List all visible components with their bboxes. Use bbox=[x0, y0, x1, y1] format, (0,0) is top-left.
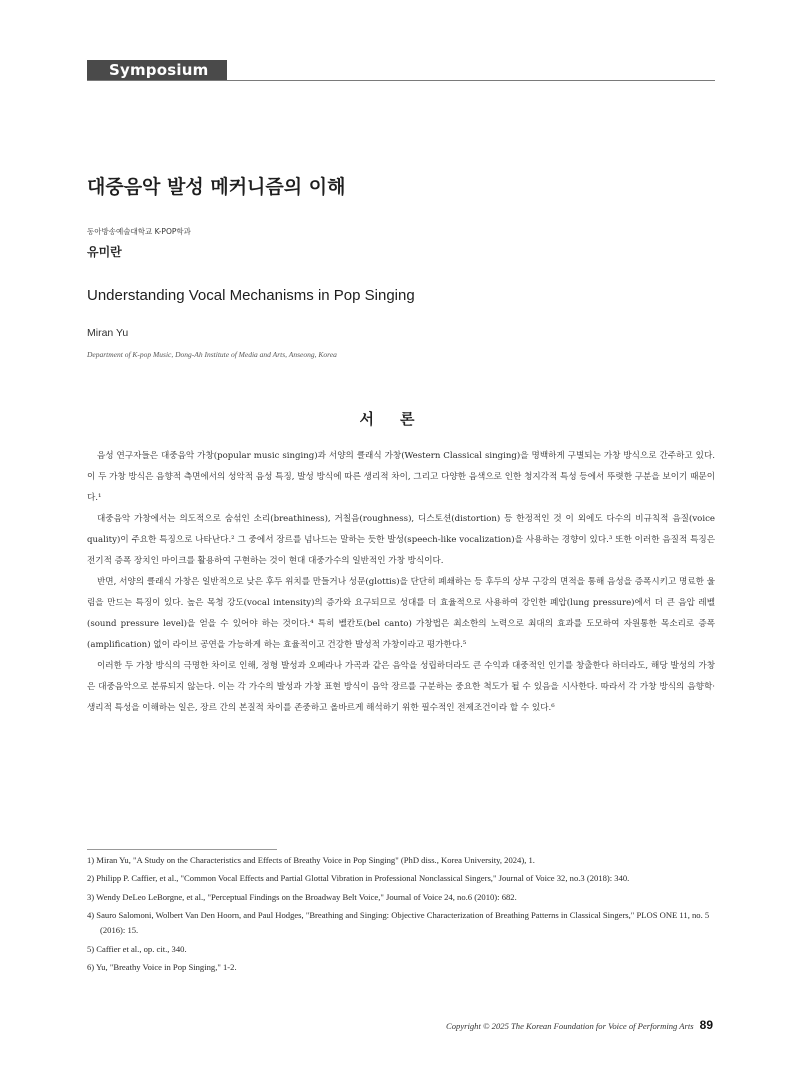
section-rule bbox=[87, 80, 715, 81]
footnote: 5) Caffier et al., op. cit., 340. bbox=[87, 944, 187, 954]
body-text bbox=[87, 446, 715, 719]
body-paragraph: 음성 연구자들은 대중음악 가창(popular music singing)과 서양의 클래식 가창(Western Classical singing)을 명백하게 구별되는 가창 방식으로 간주하고 있다. 이 두 가창 방식은 음향적 측면에서의 성악적 음성 특징, 발성 방식에 따른 생리적 차이, 그리고 다양한 음색으로 인한 청지각적 특성 등에서 뚜렷한 구분을 보이기 때문이다.¹ bbox=[87, 451, 715, 503]
footnote: 2) Philipp P. Caffier, et al., "Common Vocal Effects and Partial Glottal Vibration in Professional Nonclassical Singers," Journal of Voice 32, no.3 (2018): 340. bbox=[87, 873, 630, 883]
page-number: 89 bbox=[699, 1018, 713, 1032]
footnotes bbox=[87, 853, 715, 978]
section-label: Symposium bbox=[109, 61, 209, 79]
footnote: 4) Sauro Salomoni, Wolbert Van Den Hoorn, and Paul Hodges, "Breathing and Singing: Objective Characterization of Breathing Patterns in Classical Singers," PLOS ONE 11, no. 5 (2016): 15. bbox=[87, 910, 710, 935]
body-paragraph: 이러한 두 가창 방식의 극명한 차이로 인해, 정형 발성과 오페라나 가곡과 같은 음악을 성립하더라도 큰 수익과 대중적인 인기를 창출한다 하더라도, 해당 발성의 가창은 대중음악으로 분류되지 않는다. 이는 각 가수의 발성과 가창 표현 방식이 음악 장르를 구분하는 중요한 척도가 될 수 있음을 시사한다. 따라서 각 가창 방식의 음향학·생리적 특성을 이해하는 일은, 장르 간의 본질적 차이를 존중하고 올바르게 해석하기 위한 필수적인 전제조건이라 할 수 있다.⁶ bbox=[87, 661, 715, 713]
author-name-korean: 유미란 bbox=[87, 245, 122, 259]
footnote-divider bbox=[87, 849, 277, 850]
copyright-notice: Copyright © 2025 The Korean Foundation for Voice of Performing Arts bbox=[446, 1021, 694, 1031]
body-paragraph: 반면, 서양의 클래식 가창은 일반적으로 낮은 후두 위치를 만들거나 성문(glottis)을 단단히 폐쇄하는 등 후두의 상부 구강의 면적을 통해 음성을 증폭시키고 명료한 울림을 만드는 특징이 있다. 높은 목청 강도(vocal intensity)의 증가와 요구되므로 성대를 더 효율적으로 사용하여 강인한 폐압(lung pressure)에서 더 큰 음압 레벨(sound pressure level)을 얻을 수 있어야 하는 것이다.⁴ 특히 벨칸토(bel canto) 가창법은 최소한의 노력으로 최대의 효과를 도모하여 자원통한 목소리로 증폭(amplification) 없이 라이브 공연을 가능하게 하는 효율적이고 건강한 발성적 가창이라고 평가한다.⁵ bbox=[87, 577, 715, 650]
page-footer bbox=[446, 1018, 713, 1032]
section-heading-introduction: 서론 bbox=[359, 410, 441, 428]
article-title-korean: 대중음악 발성 메커니즘의 이해 bbox=[87, 176, 346, 198]
author-affiliation-korean: 동아방송예술대학교 K-POP학과 bbox=[87, 227, 191, 236]
author-affiliation-english: Department of K-pop Music, Dong-Ah Institute of Media and Arts, Anseong, Korea bbox=[87, 350, 337, 359]
section-tab bbox=[87, 60, 227, 81]
author-name-english: Miran Yu bbox=[87, 327, 129, 339]
article-title-english: Understanding Vocal Mechanisms in Pop Singing bbox=[87, 287, 415, 304]
footnote: 1) Miran Yu, "A Study on the Characteristics and Effects of Breathy Voice in Pop Singing" (PhD diss., Korea University, 2024), 1. bbox=[87, 855, 535, 865]
footnote: 6) Yu, "Breathy Voice in Pop Singing," 1-2. bbox=[87, 962, 237, 972]
footnote: 3) Wendy DeLeo LeBorgne, et al., "Perceptual Findings on the Broadway Belt Voice," Journal of Voice 24, no.6 (2010): 682. bbox=[87, 892, 517, 902]
body-paragraph: 대중음악 가창에서는 의도적으로 숨섞인 소리(breathiness), 거칠음(roughness), 디스토션(distortion) 등 한정적인 것 이 외에도 다수의 비규칙적 음질(voice quality)이 주요한 특징으로 나타난다.² 그 중에서 장르를 넘나드는 말하는 듯한 발성(speech-like vocalization)을 사용하는 경향이 있다.³ 또한 이러한 음질적 특징은 전기적 증폭 장치인 마이크를 활용하여 구현하는 것이 현대 대중가수의 일반적인 가창 방식이다. bbox=[87, 514, 715, 566]
